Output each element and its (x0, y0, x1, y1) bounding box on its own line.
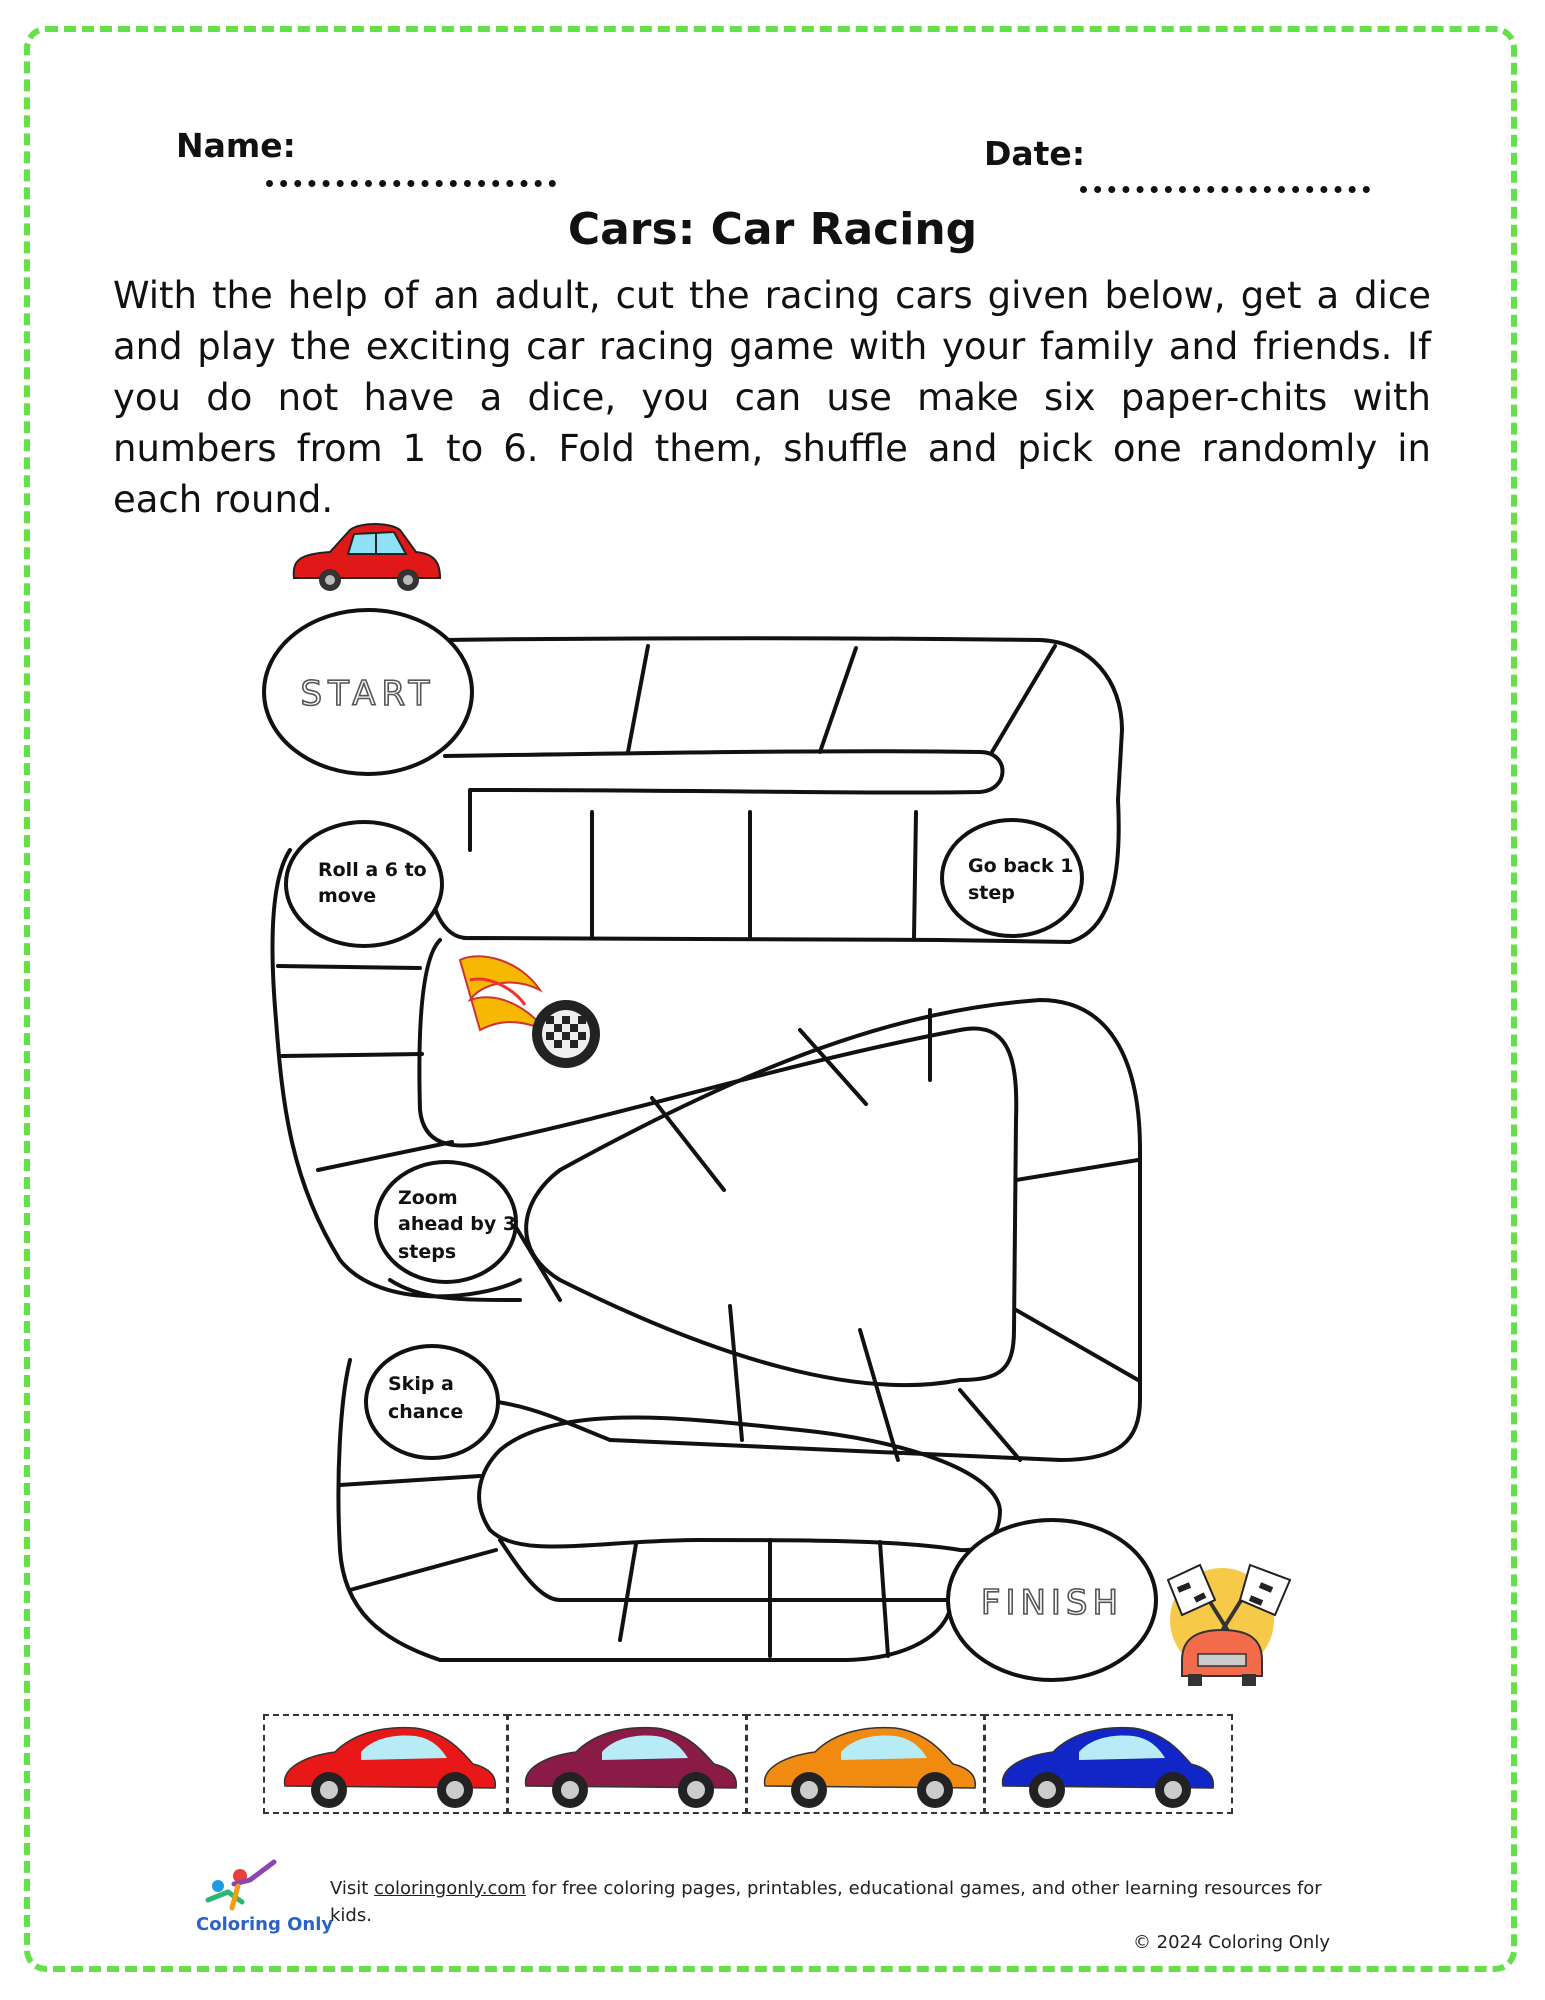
roll-six-circle (286, 822, 442, 946)
cutout-card-2[interactable] (506, 1714, 748, 1814)
track-lower-blob (479, 1418, 1000, 1551)
beetle-car-icon (508, 1716, 744, 1812)
skip-text: Skip a chance (388, 1373, 464, 1423)
name-label: Name: (176, 126, 296, 165)
cutout-card-3[interactable] (745, 1714, 986, 1814)
track-lane-top-inner (445, 751, 1003, 792)
finish-label: FINISH (980, 1583, 1124, 1623)
start-label: START (300, 674, 436, 714)
beetle-car-icon (265, 1716, 505, 1812)
coloringonly-link[interactable]: coloringonly.com (374, 1878, 526, 1899)
flaming-wheel-icon (460, 956, 600, 1068)
go-back-circle (942, 820, 1082, 936)
go-back-text: Go back 1 step (968, 855, 1074, 904)
zoom-ahead-text: Zoom ahead by 3 steps (398, 1187, 517, 1263)
date-label: Date: (984, 134, 1086, 173)
copyright-text: © 2024 Coloring Only (1132, 1932, 1330, 1953)
beetle-car-icon (747, 1716, 983, 1812)
footer (330, 1875, 1330, 1956)
cutout-cars-strip (263, 1714, 1236, 1818)
cutout-card-1[interactable] (263, 1714, 509, 1814)
cutout-card-4[interactable] (983, 1714, 1233, 1814)
checkered-flags-icon (1168, 1565, 1290, 1686)
red-car-icon (294, 524, 440, 591)
roll-six-text: Roll a 6 to move (318, 859, 427, 907)
instructions-paragraph: With the help of an adult, cut the racing cars given below, get a dice and play the exciting car racing game with your family and friends. If you do not have a dice, you can use make six paper-chits with numbers from 1 to 6. Fold them, shuffle and pick one randomly in each round. (113, 274, 1431, 521)
logo-text: Coloring Only (196, 1914, 334, 1935)
track-lane-top (430, 638, 1122, 800)
footer-visit-line: Visit coloringonly.com for free coloring pages, printables, educational games, and other learning resources for kids. (330, 1878, 1322, 1926)
page-title: Cars: Car Racing (567, 204, 978, 255)
beetle-car-icon (985, 1716, 1229, 1812)
